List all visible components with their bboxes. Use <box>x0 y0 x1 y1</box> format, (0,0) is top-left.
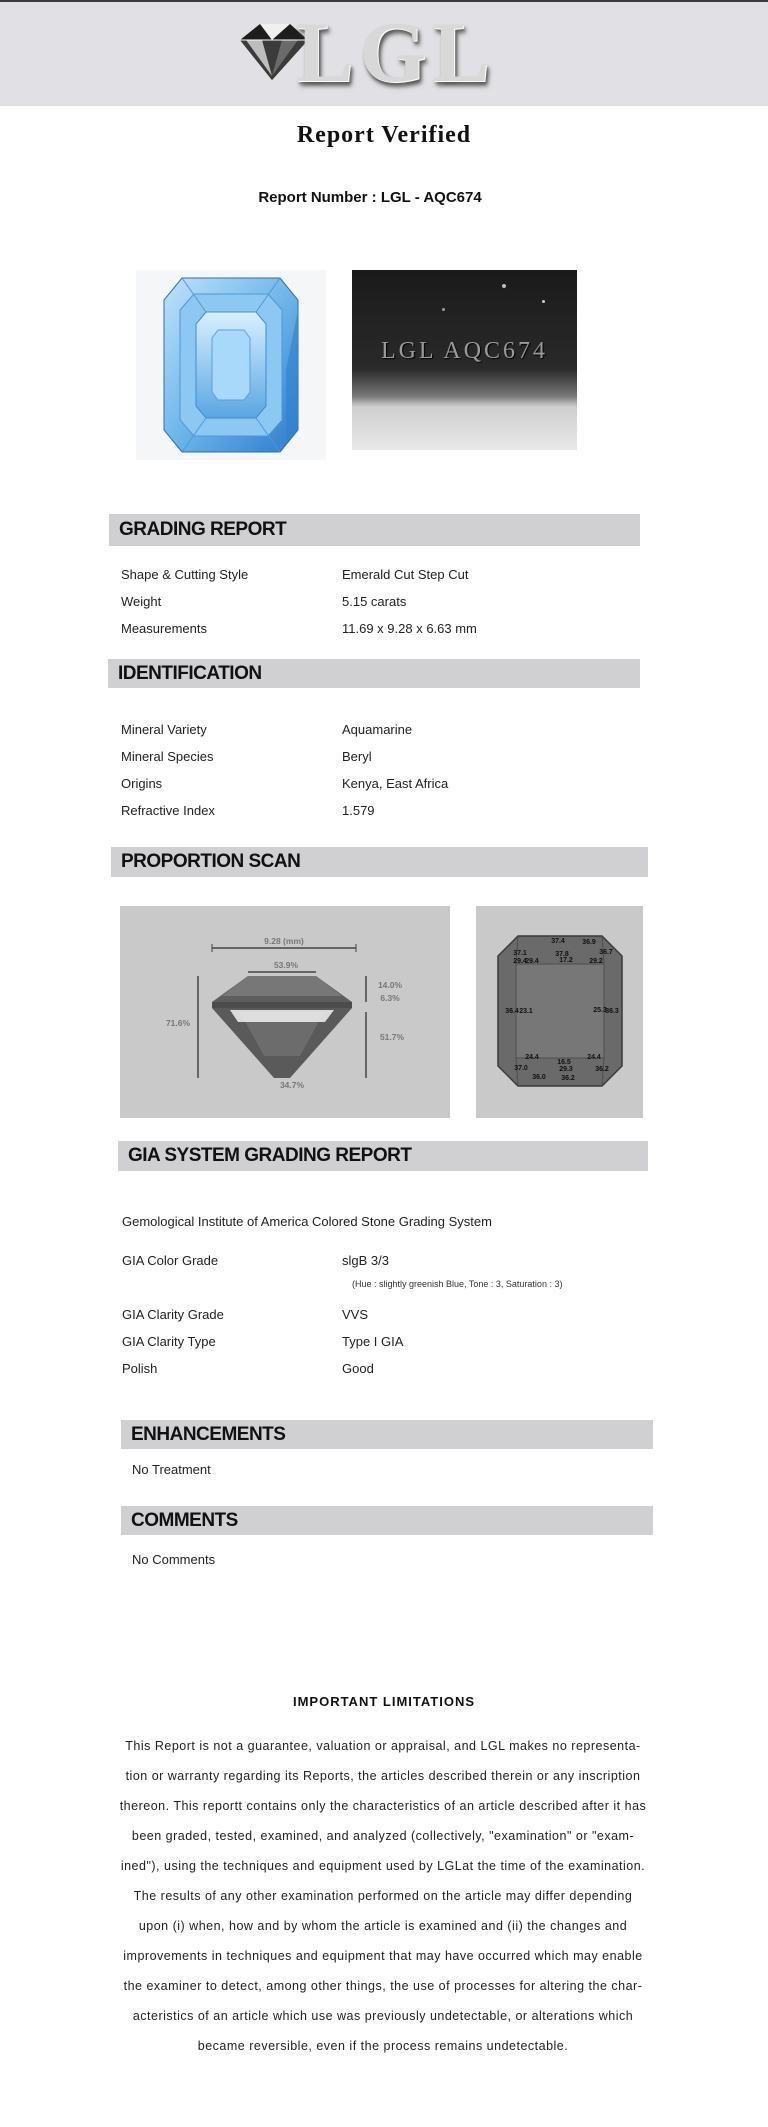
facet-value: 37.8 <box>555 951 569 958</box>
side-profile-svg <box>120 906 450 1118</box>
mineral-species-value: Beryl <box>342 749 372 764</box>
gia-clarity-type-label: GIA Clarity Type <box>122 1334 216 1349</box>
facet-value: 29.3 <box>559 1066 573 1073</box>
logo-text: LGL <box>296 4 496 100</box>
facet-value: 36.7 <box>599 949 613 956</box>
facet-value: 24.4 <box>525 1054 539 1061</box>
report-number: Report Number : LGL - AQC674 <box>258 189 482 206</box>
shape-value: Emerald Cut Step Cut <box>342 567 469 582</box>
pavilion-label: 51.7% <box>379 1032 405 1042</box>
mineral-variety-label: Mineral Variety <box>121 722 207 737</box>
facet-value: 29.4 <box>525 958 539 965</box>
top-view-svg <box>476 906 643 1118</box>
culet-label: 34.7% <box>279 1080 305 1090</box>
facet-value: 37.1 <box>513 950 527 957</box>
facet-value: 23.1 <box>519 1008 533 1015</box>
limitations-line: ined"), using the techniques and equipment used by LGLat the time of the examination. <box>120 1859 646 1873</box>
facet-value: 36.2 <box>561 1075 575 1082</box>
facet-value: 29.4 <box>513 958 527 965</box>
limitations-line: improvements in techniques and equipment that may have occurred which may enable <box>123 1949 643 1963</box>
weight-value: 5.15 carats <box>342 594 407 609</box>
facet-value: 36.3 <box>605 1008 619 1015</box>
mineral-species-label: Mineral Species <box>121 749 214 764</box>
grading-report-heading: GRADING REPORT <box>109 514 640 546</box>
facet-value: 29.2 <box>589 958 603 965</box>
comments-heading: COMMENTS <box>121 1506 653 1535</box>
gia-clarity-grade-label: GIA Clarity Grade <box>122 1307 224 1322</box>
limitations-title: IMPORTANT LIMITATIONS <box>292 1694 476 1709</box>
origins-label: Origins <box>121 776 163 791</box>
inscription-photo <box>352 270 577 450</box>
girdle-label: 6.3% <box>380 993 400 1003</box>
facet-value: 37.4 <box>551 938 565 945</box>
refractive-index-value: 1.579 <box>342 803 375 818</box>
origins-value: Kenya, East Africa <box>342 776 449 791</box>
identification-heading: IDENTIFICATION <box>108 659 640 688</box>
facet-value: 36.0 <box>532 1074 546 1081</box>
shape-label: Shape & Cutting Style <box>121 567 249 582</box>
proportion-scan-heading: PROPORTION SCAN <box>111 847 648 877</box>
polish-value: Good <box>342 1361 374 1376</box>
facet-value: 37.0 <box>514 1065 528 1072</box>
gem-photo <box>136 270 326 460</box>
polish-label: Polish <box>122 1361 158 1376</box>
limitations-line: the examiner to detect, among other things, the use of processes for altering the char- <box>123 1979 643 1993</box>
facet-value: 36.2 <box>595 1066 609 1073</box>
limitations-line: became reversible, even if the process remains undetectable. <box>197 2039 569 2053</box>
limitations-line: acteristics of an article which use was previously undetectable, or alterations which <box>132 2009 634 2023</box>
gia-color-label: GIA Color Grade <box>122 1253 219 1268</box>
enhancements-heading: ENHANCEMENTS <box>121 1420 653 1449</box>
limitations-line: The results of any other examination performed on the article may differ depending <box>133 1889 633 1903</box>
enhancements-text: No Treatment <box>132 1462 211 1477</box>
gia-color-note: (Hue : slightly greenish Blue, Tone : 3, Saturation : 3) <box>352 1279 563 1289</box>
weight-label: Weight <box>121 594 162 609</box>
gia-clarity-grade-value: VVS <box>342 1307 369 1322</box>
mineral-variety-value: Aquamarine <box>342 722 413 737</box>
gia-heading: GIA SYSTEM GRADING REPORT <box>118 1141 648 1171</box>
refractive-index-label: Refractive Index <box>121 803 215 818</box>
limitations-line: upon (i) when, how and by whom the article is examined and (ii) the changes and <box>138 1919 628 1933</box>
facet-value: 24.4 <box>587 1054 601 1061</box>
facet-value: 36.9 <box>582 939 596 946</box>
top-view-diagram <box>476 906 643 1118</box>
measurements-value: 11.69 x 9.28 x 6.63 mm <box>342 621 477 636</box>
crown-label: 14.0% <box>377 980 403 990</box>
aquamarine-gem-image <box>136 270 326 460</box>
side-profile-diagram <box>120 906 450 1118</box>
comments-text: No Comments <box>132 1552 216 1567</box>
limitations-line: been graded, tested, examined, and analyzed (collectively, "examination" or "exam- <box>131 1829 635 1843</box>
facet-value: 25.3 <box>593 1007 607 1014</box>
table-label: 53.9% <box>273 960 299 970</box>
facet-value: 16.5 <box>557 1059 571 1066</box>
facet-value: 17.2 <box>559 957 573 964</box>
limitations-line: tion or warranty regarding its Reports, the articles described therein or any inscription <box>125 1769 641 1783</box>
inscription-text: LGL AQC674 <box>380 338 549 364</box>
measurements-label: Measurements <box>121 621 207 636</box>
limitations-line: This Report is not a guarantee, valuation or appraisal, and LGL makes no representa- <box>125 1739 641 1753</box>
width-label: 9.28 (mm) <box>264 936 304 946</box>
facet-value: 36.4 <box>505 1008 519 1015</box>
gia-clarity-type-value: Type I GIA <box>342 1334 404 1349</box>
limitations-line: thereon. This reportt contains only the characteristics of an article described after it has <box>119 1799 647 1813</box>
page-title: Report Verified <box>296 122 472 148</box>
total-depth-label: 71.6% <box>165 1018 191 1028</box>
gia-system-text: Gemological Institute of America Colored Stone Grading System <box>122 1214 492 1229</box>
gia-color-value: slgB 3/3 <box>342 1253 389 1268</box>
